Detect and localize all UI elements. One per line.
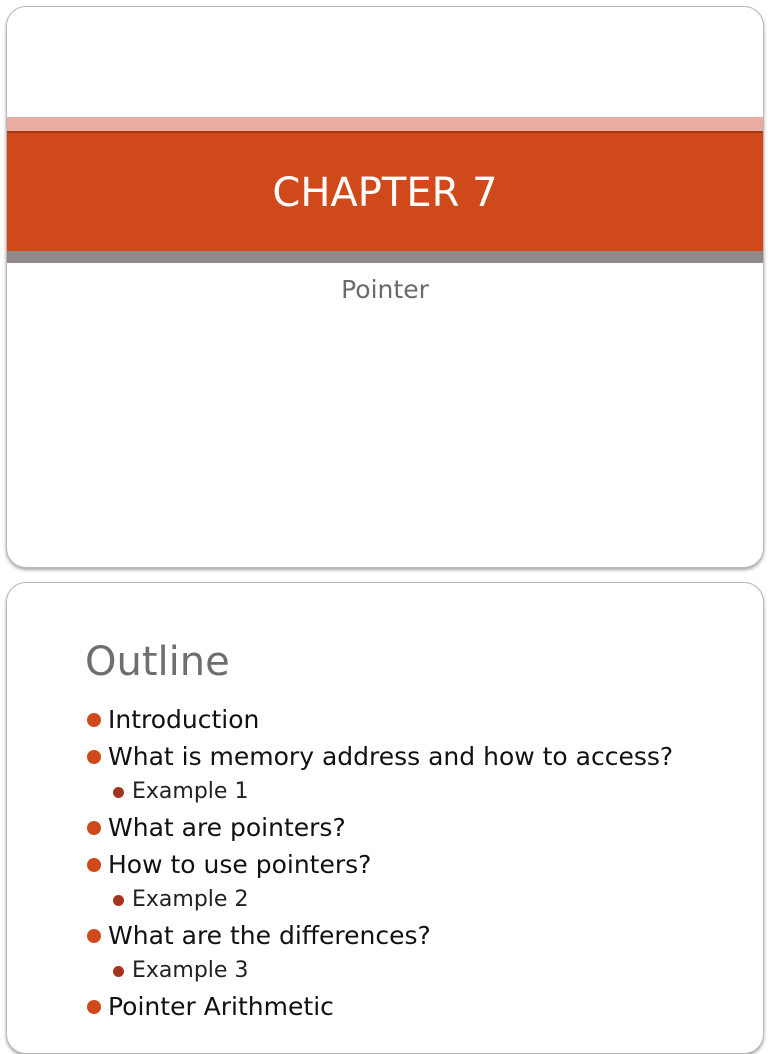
bullet-icon: [87, 713, 101, 727]
bullet-icon: [87, 929, 101, 943]
outline-subitem-label: Example 3: [132, 958, 249, 983]
outline-item-label: What are pointers?: [108, 813, 346, 842]
title-band-accent-bottom: [7, 251, 763, 263]
sub-bullet-icon: [113, 895, 124, 906]
bullet-icon: [87, 858, 101, 872]
outline-subitem-label: Example 2: [132, 887, 249, 912]
outline-slide: [6, 582, 764, 1054]
outline-subitem-label: Example 1: [132, 779, 249, 804]
slide-title: CHAPTER 7: [272, 170, 498, 216]
slide-subtitle: Pointer: [341, 275, 429, 304]
outline-item-label: Pointer Arithmetic: [108, 992, 334, 1021]
bullet-icon: [87, 821, 101, 835]
outline-list: [85, 701, 673, 1025]
outline-subitem: [85, 954, 673, 988]
outline-item-label: How to use pointers?: [108, 850, 372, 879]
outline-item: [85, 846, 673, 883]
outline-title: Outline: [85, 639, 230, 685]
outline-item-label: Introduction: [108, 705, 260, 734]
title-band-accent-top: [7, 117, 763, 131]
outline-item: [85, 917, 673, 954]
sub-bullet-icon: [113, 966, 124, 977]
sub-bullet-icon: [113, 787, 124, 798]
title-slide: [6, 6, 764, 568]
outline-subitem: [85, 775, 673, 809]
bullet-icon: [87, 1000, 101, 1014]
outline-item-label: What is memory address and how to access?: [108, 742, 674, 771]
outline-item-label: What are the differences?: [108, 921, 431, 950]
outline-item: [85, 701, 673, 738]
outline-item: [85, 988, 673, 1025]
bullet-icon: [87, 750, 101, 764]
outline-item: [85, 809, 673, 846]
title-band: [7, 131, 763, 253]
outline-subitem: [85, 883, 673, 917]
outline-item: [85, 738, 673, 775]
